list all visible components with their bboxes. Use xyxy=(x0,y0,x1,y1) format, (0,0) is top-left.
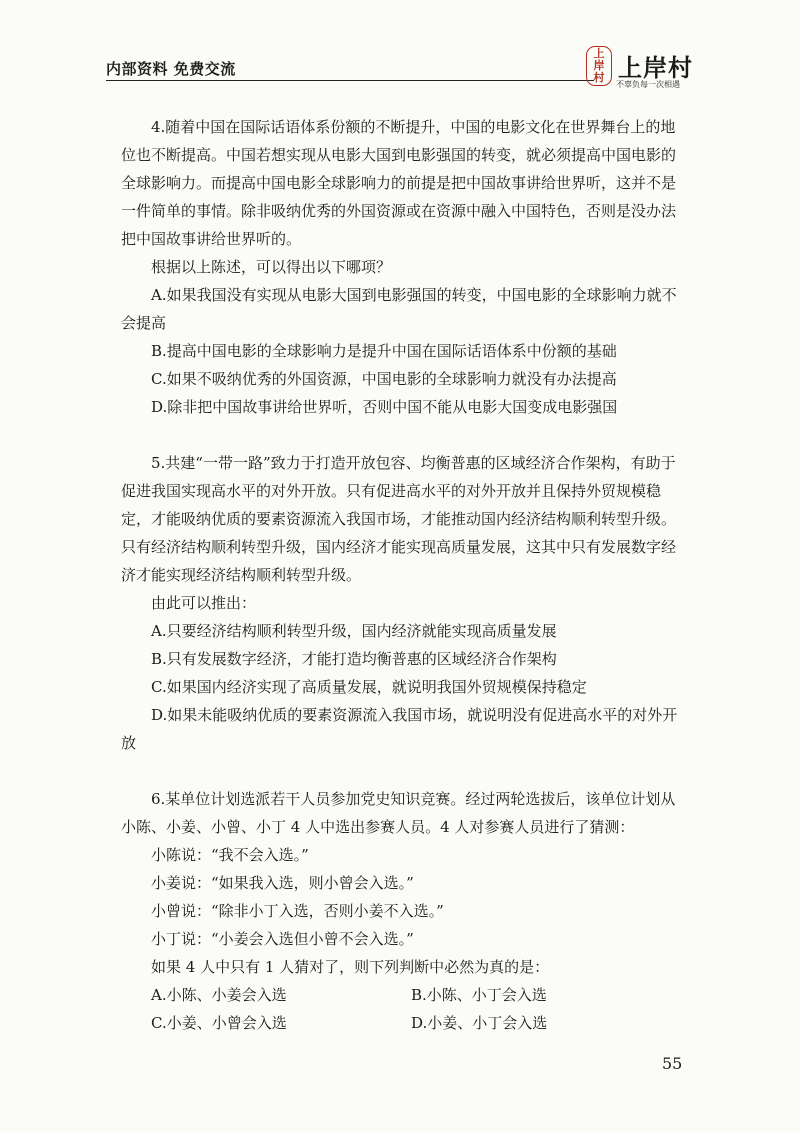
question-6-prompt: 如果 4 人中只有 1 人猜对了，则下列判断中必然为真的是： xyxy=(151,958,550,976)
question-4-stem: 4.随着中国在国际话语体系份额的不断提升，中国的电影文化在世界舞台上的地位也不断提高。中国若想实现从电影大国到电影强国的转变，就必须提高中国电影的全球影响力。而提高中国电影全球影响力的前提是把中国故事讲给世界听，这并不是一件简单的事情。除非吸纳优秀的外国资源或在资源中融入中国特色，否则是没办法把中国故事讲给世界听的。 xyxy=(121,118,677,248)
logo-name: 上岸村 xyxy=(618,54,693,82)
question-6-option-c: C.小姜、小曾会入选 xyxy=(151,1014,287,1032)
header-label: 内部资料 免费交流 xyxy=(106,60,236,78)
question-6-option-b: B.小陈、小丁会入选 xyxy=(411,986,547,1004)
question-6-stem: 6.某单位计划选派若干人员参加党史知识竞赛。经过两轮选拔后，该单位计划从小陈、小姜、小曾、小丁 4 人中选出参赛人员。4 人对参赛人员进行了猜测： xyxy=(121,790,676,836)
question-5-stem: 5.共建“一带一路”致力于打造开放包容、均衡普惠的区域经济合作架构，有助于促进我国实现高水平的对外开放。只有促进高水平的对外开放并且保持外贸规模稳定，才能吸纳优质的要素资源流入我国市场，才能推动国内经济结构顺利转型升级。只有经济结构顺利转型升级，国内经济才能实现高质量发展，这其中只有发展数字经济才能实现经济结构顺利转型升级。 xyxy=(121,454,677,584)
brand-logo xyxy=(586,46,696,92)
question-4-option-c: C.如果不吸纳优秀的外国资源，中国电影的全球影响力就没有办法提高 xyxy=(151,370,617,388)
question-6-option-a: A.小陈、小姜会入选 xyxy=(151,986,287,1004)
logo-seal-char: 岸 xyxy=(593,59,605,72)
page-content xyxy=(121,113,686,1037)
question-4-prompt: 根据以上陈述，可以得出以下哪项？ xyxy=(151,258,392,276)
question-4-option-a: A.如果我国没有实现从电影大国到电影强国的转变，中国电影的全球影响力就不会提高 xyxy=(121,286,677,332)
logo-tagline: 不辜负每一次相遇 xyxy=(616,80,680,89)
question-6-statement: 小曾说：“除非小丁入选，否则小姜不入选。” xyxy=(151,902,444,920)
question-5-option-b: B.只有发展数字经济，才能打造均衡普惠的区域经济合作架构 xyxy=(151,650,557,668)
question-4-option-d: D.除非把中国故事讲给世界听，否则中国不能从电影大国变成电影强国 xyxy=(151,398,618,416)
logo-seal-char: 上 xyxy=(593,47,605,60)
header-rule xyxy=(106,80,594,81)
question-6-option-d: D.小姜、小丁会入选 xyxy=(411,1014,548,1032)
spacer xyxy=(121,757,686,785)
question-6-statement: 小姜说：“如果我入选，则小曾会入选。” xyxy=(151,874,414,892)
question-6-statement: 小陈说：“我不会入选。” xyxy=(151,846,309,864)
question-6-statement: 小丁说：“小姜会入选但小曾不会入选。” xyxy=(151,930,414,948)
question-4-option-b: B.提高中国电影的全球影响力是提升中国在国际话语体系中份额的基础 xyxy=(151,342,617,360)
spacer xyxy=(121,421,686,449)
question-6-options-row xyxy=(121,1009,686,1037)
page-number: 55 xyxy=(662,1054,683,1073)
question-5-option-c: C.如果国内经济实现了高质量发展，就说明我国外贸规模保持稳定 xyxy=(151,678,587,696)
logo-seal-char: 村 xyxy=(593,71,605,84)
question-5-option-a: A.只要经济结构顺利转型升级，国内经济就能实现高质量发展 xyxy=(151,622,557,640)
question-5-prompt: 由此可以推出： xyxy=(151,594,257,612)
question-5-option-d: D.如果未能吸纳优质的要素资源流入我国市场，就说明没有促进高水平的对外开放 xyxy=(121,706,678,752)
question-6-options-row xyxy=(121,981,686,1009)
logo-seal xyxy=(586,46,612,86)
